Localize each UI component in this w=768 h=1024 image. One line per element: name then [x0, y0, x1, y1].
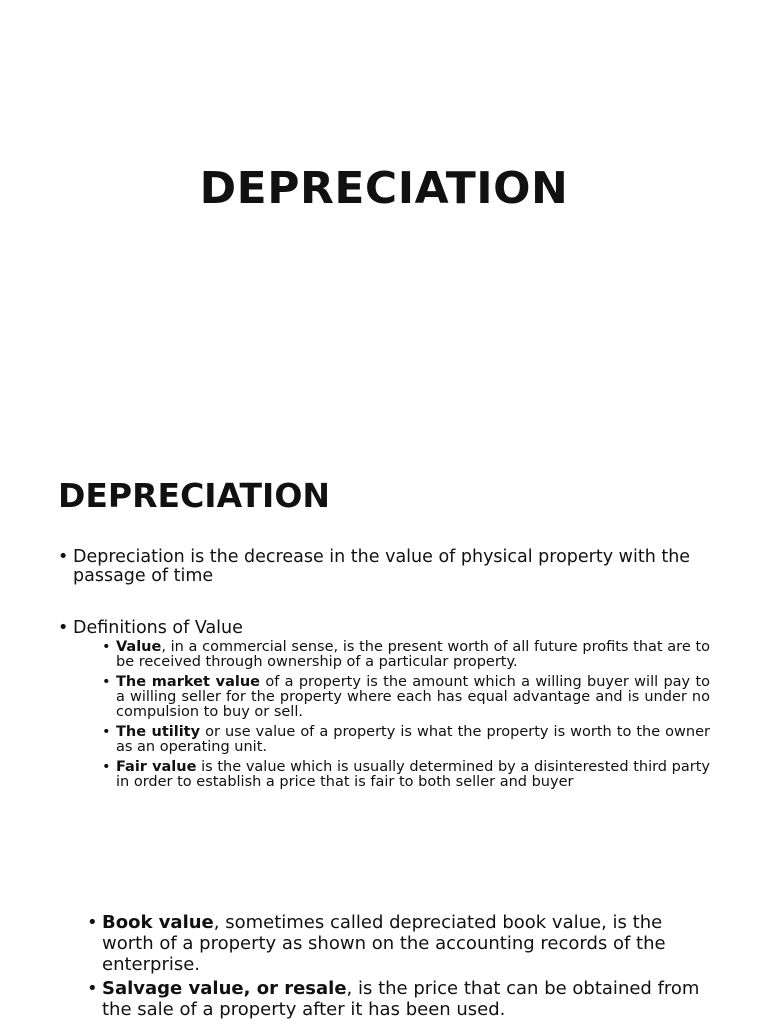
term-label: Fair value — [116, 759, 197, 775]
term-description: is the value which is usually determined by a disinterested third party in order to establish a price that is fair to both seller and buyer — [116, 759, 710, 790]
title-slide — [0, 0, 768, 420]
cover-title: DEPRECIATION — [199, 163, 569, 214]
definition-book-value — [87, 912, 712, 975]
bullet-list-values — [58, 619, 710, 795]
definition-market-value — [102, 675, 710, 720]
term-description: , in a commercial sense, is the present worth of all future profits that are to be received through ownership of a particular property. — [116, 639, 710, 670]
term-label: Salvage value, or resale — [102, 978, 347, 999]
bullet-list-main — [58, 548, 710, 586]
term-description: of a property is the amount which a willing buyer will pay to a willing seller for the property where each has equal advantage and is under no compulsion to buy or sell. — [116, 674, 711, 720]
section-title: DEPRECIATION — [58, 476, 331, 515]
term-label: Book value — [102, 912, 214, 933]
term-label: The utility — [116, 724, 201, 740]
bullet-definitions-of-value — [58, 619, 710, 790]
content-slide-continued — [0, 900, 768, 1024]
term-description: , is the price that can be obtained from the sale of a property after it has been used. — [102, 978, 700, 1020]
bullet-list-book-salvage — [87, 912, 712, 1023]
sub-bullet-list — [102, 640, 710, 790]
term-label: Value — [116, 639, 162, 655]
term-description: , sometimes called depreciated book value, is the worth of a property as shown on the accounting records of the enterprise. — [102, 912, 666, 975]
definition-utility — [102, 725, 710, 755]
term-label: The market value — [116, 674, 261, 690]
content-slide-definitions — [0, 470, 768, 870]
term-description: or use value of a property is what the property is worth to the owner as an operating unit. — [116, 724, 710, 755]
bullet-depreciation-definition: • Depreciation is the decrease in the value of physical property with the passage of time — [58, 548, 710, 586]
bullet-definitions-label: Definitions of Value — [73, 618, 243, 638]
definition-salvage-value — [87, 978, 712, 1020]
definition-fair-value — [102, 760, 710, 790]
definition-value — [102, 640, 710, 670]
